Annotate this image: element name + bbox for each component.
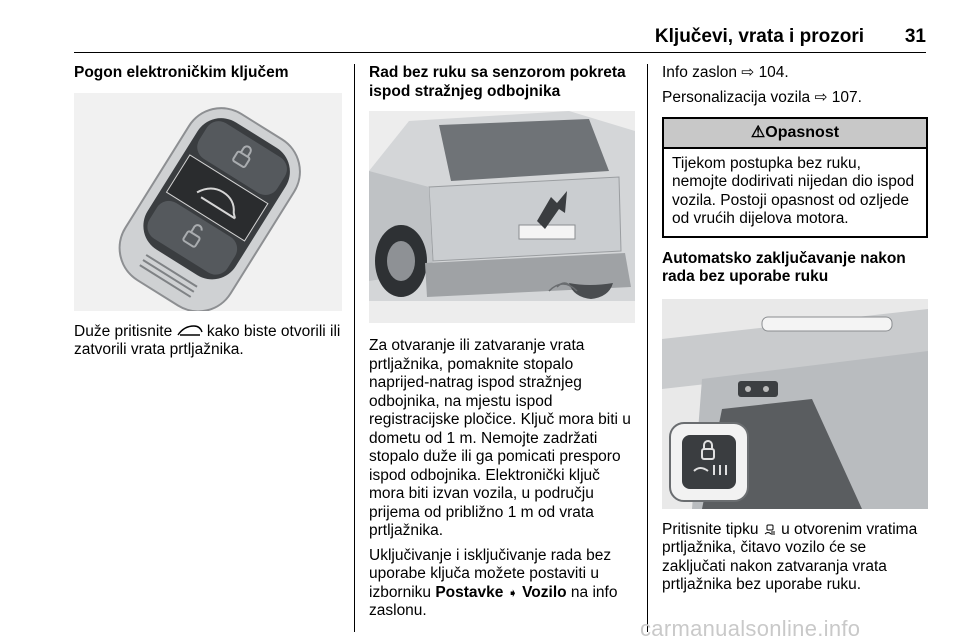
warning-text: Tijekom postupka bez ruku, nemojte dodirivati nijedan dio ispod vozila. Postoji opasnost od ozljede od vrućih dijelova motora.: [672, 154, 915, 227]
page-number: 31: [904, 26, 926, 47]
paragraph: Duže pritisnite kako biste otvorili ili zatvorili vrata prtljažnika.: [74, 322, 341, 358]
menu-arrow-icon: ➧: [507, 585, 518, 600]
column-middle: [369, 64, 635, 627]
section-heading: Pogon elektroničkim ključem: [74, 64, 289, 81]
column-divider: [354, 64, 355, 632]
warning-title: ⚠Opasnost: [664, 119, 926, 149]
tailgate-icon: [177, 323, 203, 340]
paragraph: Pritisnite tipku u otvorenim vratima prtljažnika, čitavo vozilo će se zaključati nakon zatvaranja vrata prtljažnika bez uporabe ruku.: [662, 520, 918, 593]
lock-hands-free-icon: [763, 521, 777, 538]
tailgate-button-illustration: [662, 299, 928, 509]
column-divider: [647, 64, 648, 632]
page-title: Ključevi, vrata i prozori: [654, 26, 864, 47]
section-heading: Automatsko zaključavanje nakon rada bez uporabe ruku: [662, 249, 906, 285]
car-rear-sensor-illustration: [369, 111, 635, 323]
paragraph: Za otvaranje ili zatvaranje vrata prtljažnika, pomaknite stopalo naprijed-natrag ispod stražnjeg odbojnika, na mjestu ispod registracijske pločice. Ključ mora biti u dometu od 1 m. Nemojte zadržati stopalo duže ili ga pomicati presporo ispod odbojnika. Elektronički ključ mora biti izvan vozila, u području prijema od približno 1 m od vrata prtljažnika.: [369, 337, 631, 539]
cross-reference: Info zaslon ⇨ 104.: [662, 64, 789, 81]
watermark: carmanualsonline.info: [640, 616, 861, 641]
key-fob-illustration: [74, 93, 342, 311]
menu-path-settings: Postavke: [435, 583, 504, 601]
column-left: [74, 64, 342, 366]
cross-reference: Personalizacija vozila ⇨ 107.: [662, 88, 862, 106]
paragraph: Uključivanje i isključivanje rada bez uporabe ključa možete postaviti u izborniku Postavke ➧ Vozilo na info zaslonu.: [369, 546, 618, 619]
column-right: [662, 64, 928, 601]
warning-box: [662, 117, 928, 238]
page-header: [74, 26, 926, 53]
section-heading: Rad bez ruku sa senzorom pokreta ispod stražnjeg odbojnika: [369, 64, 626, 100]
menu-path-vehicle: Vozilo: [522, 583, 567, 601]
